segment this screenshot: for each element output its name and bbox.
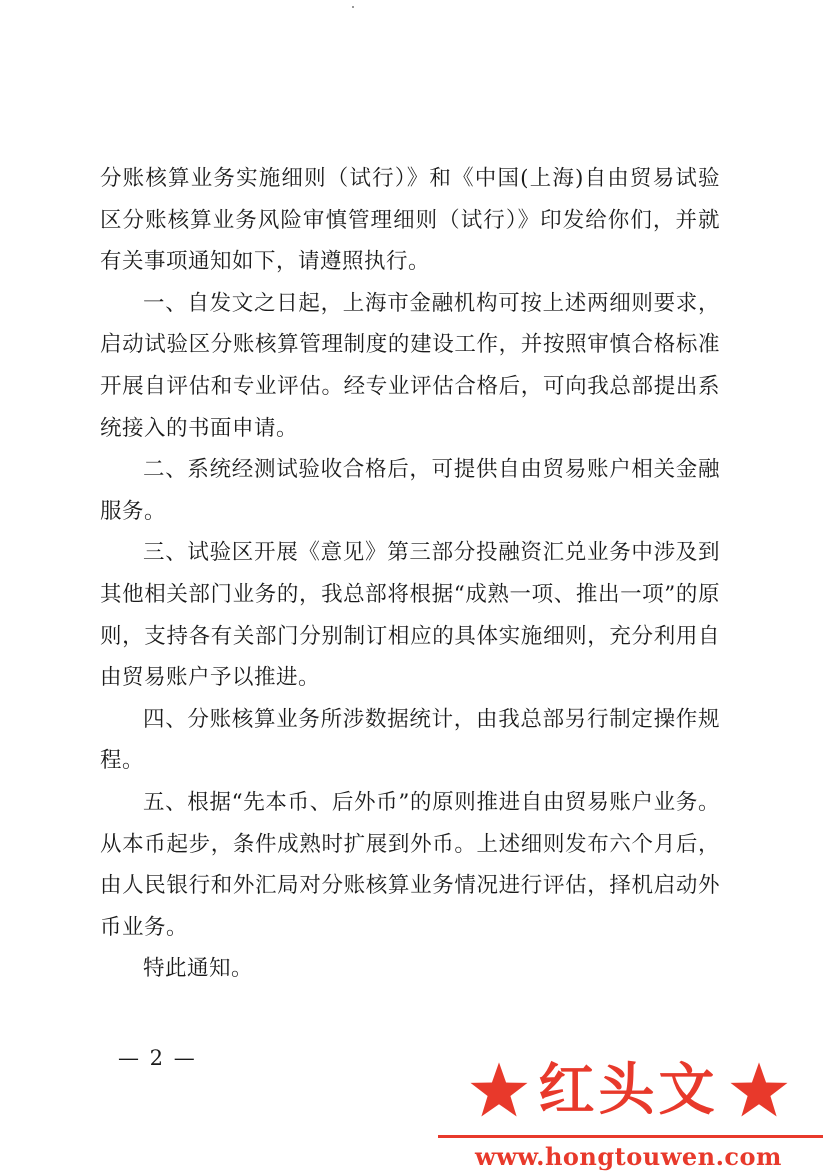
watermark [430,1050,827,1170]
paragraph-item-5: 五、根据“先本币、后外币”的原则推进自由贸易账户业务。从本币起步，条件成熟时扩展到外币。上述细则发布六个月后，由人民银行和外汇局对分账核算业务情况进行评估，择机启动外币业务。 [100,789,720,940]
star-icon [729,1060,789,1120]
star-icon [469,1060,529,1120]
paragraph-item-3: 三、试验区开展《意见》第三部分投融资汇兑业务中涉及到其他相关部门业务的，我总部将根据“成熟一项、推出一项”的原则，支持各有关部门分别制订相应的具体实施细则，充分利用自由贸易账户予以推进。 [100,540,720,691]
scan-speck [352,6,354,8]
watermark-title-row [430,1050,827,1130]
paragraph-item-4: 四、分账核算业务所涉数据统计，由我总部另行制定操作规程。 [100,706,720,774]
watermark-divider [438,1135,823,1138]
paragraph-item-1: 一、自发文之日起，上海市金融机构可按上述两细则要求，启动试验区分账核算管理制度的建设工作，并按照审慎合格标准开展自评估和专业评估。经专业评估合格后，可向我总部提出系统接入的书面申请。 [100,290,720,441]
page-number: — 2 — [118,1046,197,1070]
watermark-title: 红头文 [538,1057,719,1123]
document-body [100,158,720,990]
paragraph-item-2: 二、系统经测试验收合格后，可提供自由贸易账户相关金融服务。 [100,457,720,524]
closing-notice: 特此通知。 [143,956,254,982]
watermark-url: www.hongtouwen.com [475,1142,782,1171]
paragraph-intro: 分账核算业务实施细则（试行）》和《中国(上海)自由贸易试验区分账核算业务风险审慎管理细则（试行）》印发给你们，并就有关事项通知如下，请遵照执行。 [100,166,720,275]
